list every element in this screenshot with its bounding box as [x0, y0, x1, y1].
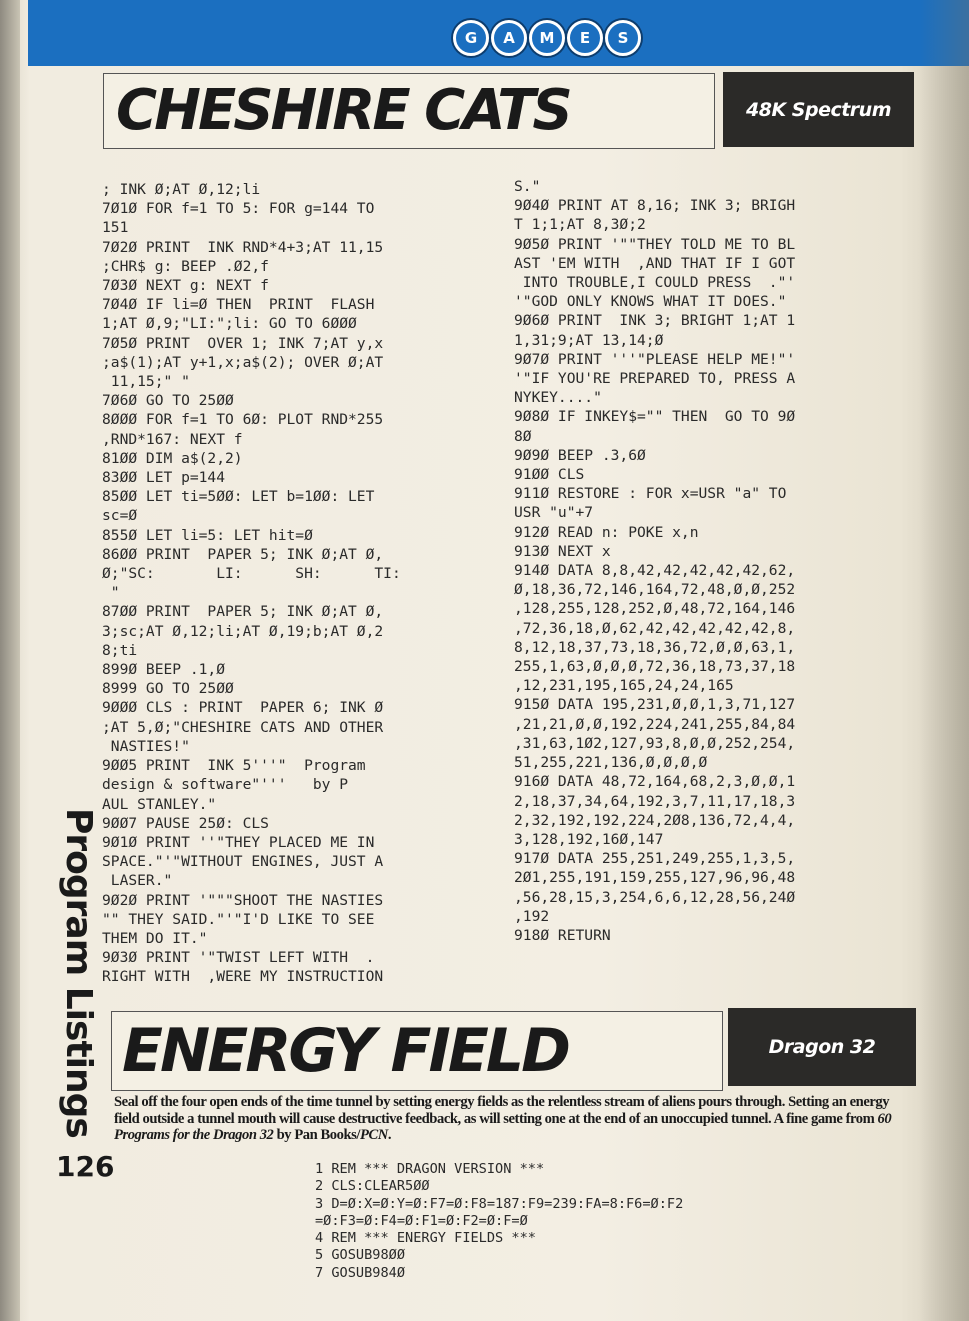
badge-letter-a: A — [491, 20, 527, 56]
badge-letter-m: M — [529, 20, 565, 56]
page-curl-shadow — [919, 0, 969, 1321]
section-header-band — [28, 0, 969, 66]
cheshire-listing-left: ; INK Ø;AT Ø,12;li 7Ø1Ø FOR f=1 TO 5: FOR g=144 TO 151 7Ø2Ø PRINT INK RND*4+3;AT 11,15 ;CHR$ g: BEEP .Ø2,f 7Ø3Ø NEXT g: NEXT f 7Ø4Ø IF li=Ø THEN PRINT FLASH 1;AT Ø,9;"LI:";li: GO TO 6ØØØ 7Ø5Ø PRINT OVER 1; INK 7;AT y,x ;a$(1);AT y+1,x;a$(2); OVER Ø;AT 11,15;" " 7Ø6Ø GO TO 25ØØ 8ØØØ FOR f=1 TO 6Ø: PLOT RND*255 ,RND*167: NEXT f 81ØØ DIM a$(2,2) 83ØØ LET p=144 85ØØ LET ti=5ØØ: LET b=1ØØ: LET sc=Ø 855Ø LET li=5: LET hit=Ø 86ØØ PRINT PAPER 5; INK Ø;AT Ø, Ø;"SC: LI: SH: TI: " 87ØØ PRINT PAPER 5; INK Ø;AT Ø, 3;sc;AT Ø,12;li;AT Ø,19;b;AT Ø,2 8;ti 899Ø BEEP .1,Ø 8999 GO TO 25ØØ 9ØØØ CLS : PRINT PAPER 6; INK Ø ;AT 5,Ø;"CHESHIRE CATS AND OTHER NASTIES!" 9ØØ5 PRINT INK 5'''" Program design & software"''' by P AUL STANLEY." 9ØØ7 PAUSE 25Ø: CLS 9Ø1Ø PRINT ''"THEY PLACED ME IN SPACE."'"WITHOUT ENGINES, JUST A LASER." 9Ø2Ø PRINT '"""SHOOT THE NASTIES "" THEY SAID."'"I'D LIKE TO SEE THEM DO IT." 9Ø3Ø PRINT '"TWIST LEFT WITH . RIGHT WITH ,WERE MY INSTRUCTION — [102, 181, 401, 986]
energy-platform-badge: Dragon 32 — [728, 1008, 916, 1086]
page-number: 126 — [56, 1150, 115, 1183]
cheshire-listing-right: S." 9Ø4Ø PRINT AT 8,16; INK 3; BRIGH T 1;1;AT 8,3Ø;2 9Ø5Ø PRINT '""THEY TOLD ME TO BL AST 'EM WITH ,AND THAT IF I GOT INTO TROUBLE,I COULD PRESS ."' '"GOD ONLY KNOWS WHAT IT DOES." 9Ø6Ø PRINT INK 3; BRIGHT 1;AT 1 1,31;9;AT 13,14;Ø 9Ø7Ø PRINT '''"PLEASE HELP ME!"' '"IF YOU'RE PREPARED TO, PRESS A NYKEY...." 9Ø8Ø IF INKEY$="" THEN GO TO 9Ø 8Ø 9Ø9Ø BEEP .3,6Ø 91ØØ CLS 911Ø RESTORE : FOR x=USR "a" TO USR "u"+7 912Ø READ n: POKE x,n 913Ø NEXT x 914Ø DATA 8,8,42,42,42,42,42,62, Ø,18,36,72,146,164,72,48,Ø,Ø,252 ,128,255,128,252,Ø,48,72,164,146 ,72,36,18,Ø,62,42,42,42,42,42,8, 8,12,18,37,73,18,36,72,Ø,Ø,63,1, 255,1,63,Ø,Ø,Ø,72,36,18,73,37,18 ,12,231,195,165,24,24,165 915Ø DATA 195,231,Ø,Ø,1,3,71,127 ,21,21,Ø,Ø,192,224,241,255,84,84 ,31,63,1Ø2,127,93,8,Ø,Ø,252,254, 51,255,221,136,Ø,Ø,Ø,Ø 916Ø DATA 48,72,164,68,2,3,Ø,Ø,1 2,18,37,34,64,192,3,7,11,17,18,3 2,32,192,192,224,2Ø8,136,72,4,4, 3,128,192,16Ø,147 917Ø DATA 255,251,249,255,1,3,5, 2Ø1,255,191,159,255,127,96,96,48 ,56,28,15,3,254,6,6,12,28,56,24Ø ,192 918Ø RETURN — [514, 178, 796, 944]
intro-text: Seal off the four open ends of the time tunnel by setting energy fields as the relentless stream of aliens pours through. Setting an energy field outside a tunnel mouth will cause destructive feedback, as will setting one at the end of an unoccupied tunnel. A fine game from — [114, 1094, 890, 1127]
games-section-badge — [453, 20, 641, 56]
badge-letter-e: E — [567, 20, 603, 56]
cheshire-platform-badge: 48K Spectrum — [723, 72, 914, 147]
badge-letter-g: G — [453, 20, 489, 56]
intro-book-title: 60 Programs for the Dragon 32 — [114, 1110, 892, 1143]
cheshire-title: CHESHIRE CATS — [116, 78, 570, 143]
energy-intro-paragraph — [114, 1094, 914, 1144]
intro-publisher: PCN — [359, 1127, 388, 1143]
energy-title: ENERGY FIELD — [122, 1016, 568, 1086]
page-binding — [0, 0, 20, 1321]
energy-listing: 1 REM *** DRAGON VERSION *** 2 CLS:CLEAR5ØØ 3 D=Ø:X=Ø:Y=Ø:F7=Ø:F8=187:F9=239:FA=8:F6=Ø:F2 =Ø:F3=Ø:F4=Ø:F1=Ø:F2=Ø:F=Ø 4 REM *** ENERGY FIELDS *** 5 GOSUB98ØØ 7 GOSUB984Ø — [315, 1161, 684, 1281]
badge-letter-s: S — [605, 20, 641, 56]
intro-credit: by Pan Books/ — [273, 1127, 360, 1143]
program-listings-label: Program Listings — [58, 808, 99, 1138]
intro-period: . — [387, 1127, 392, 1143]
